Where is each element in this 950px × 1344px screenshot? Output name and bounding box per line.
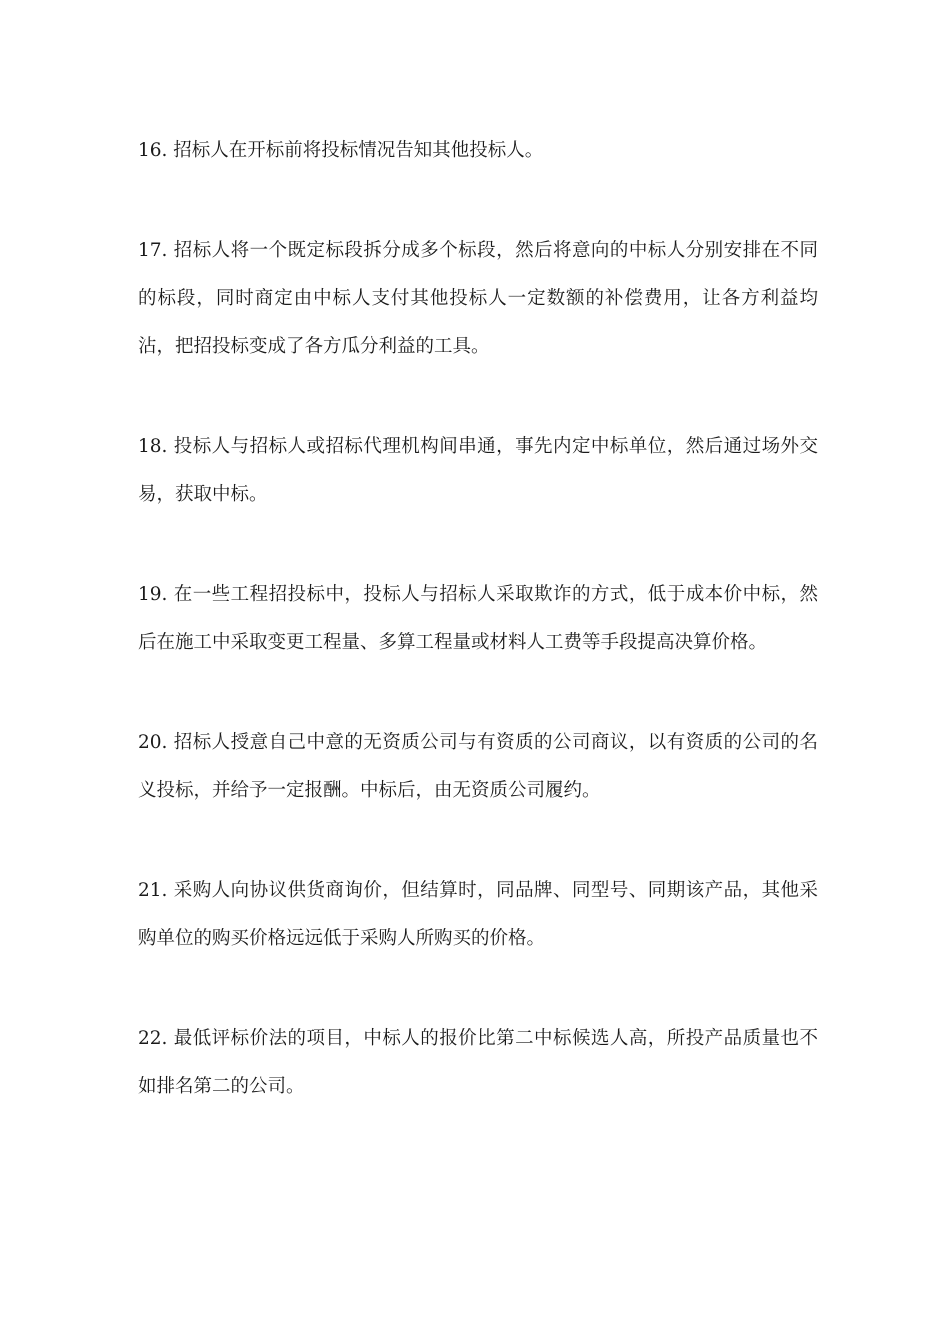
list-item-16: 16. 招标人在开标前将投标情况告知其他投标人。	[138, 140, 544, 161]
list-item-21: 21. 采购人向协议供货商询价，但结算时，同品牌、同型号、同期该产品，其他采购单位的购买价格远远低于采购人所购买的价格。	[138, 880, 818, 949]
list-item-22: 22. 最低评标价法的项目，中标人的报价比第二中标候选人高，所投产品质量也不如排名第二的公司。	[138, 1028, 818, 1097]
list-item-19: 19. 在一些工程招投标中，投标人与招标人采取欺诈的方式，低于成本价中标，然后在施工中采取变更工程量、多算工程量或材料人工费等手段提高决算价格。	[138, 584, 818, 653]
list-item-18: 18. 投标人与招标人或招标代理机构间串通，事先内定中标单位，然后通过场外交易，获取中标。	[138, 436, 818, 505]
list-item-20: 20. 招标人授意自己中意的无资质公司与有资质的公司商议，以有资质的公司的名义投标，并给予一定报酬。中标后，由无资质公司履约。	[138, 732, 818, 801]
document-body	[138, 127, 818, 1111]
list-item-17: 17. 招标人将一个既定标段拆分成多个标段，然后将意向的中标人分别安排在不同的标段，同时商定由中标人支付其他投标人一定数额的补偿费用，让各方利益均沾，把招投标变成了各方瓜分利益的工具。	[138, 240, 818, 357]
